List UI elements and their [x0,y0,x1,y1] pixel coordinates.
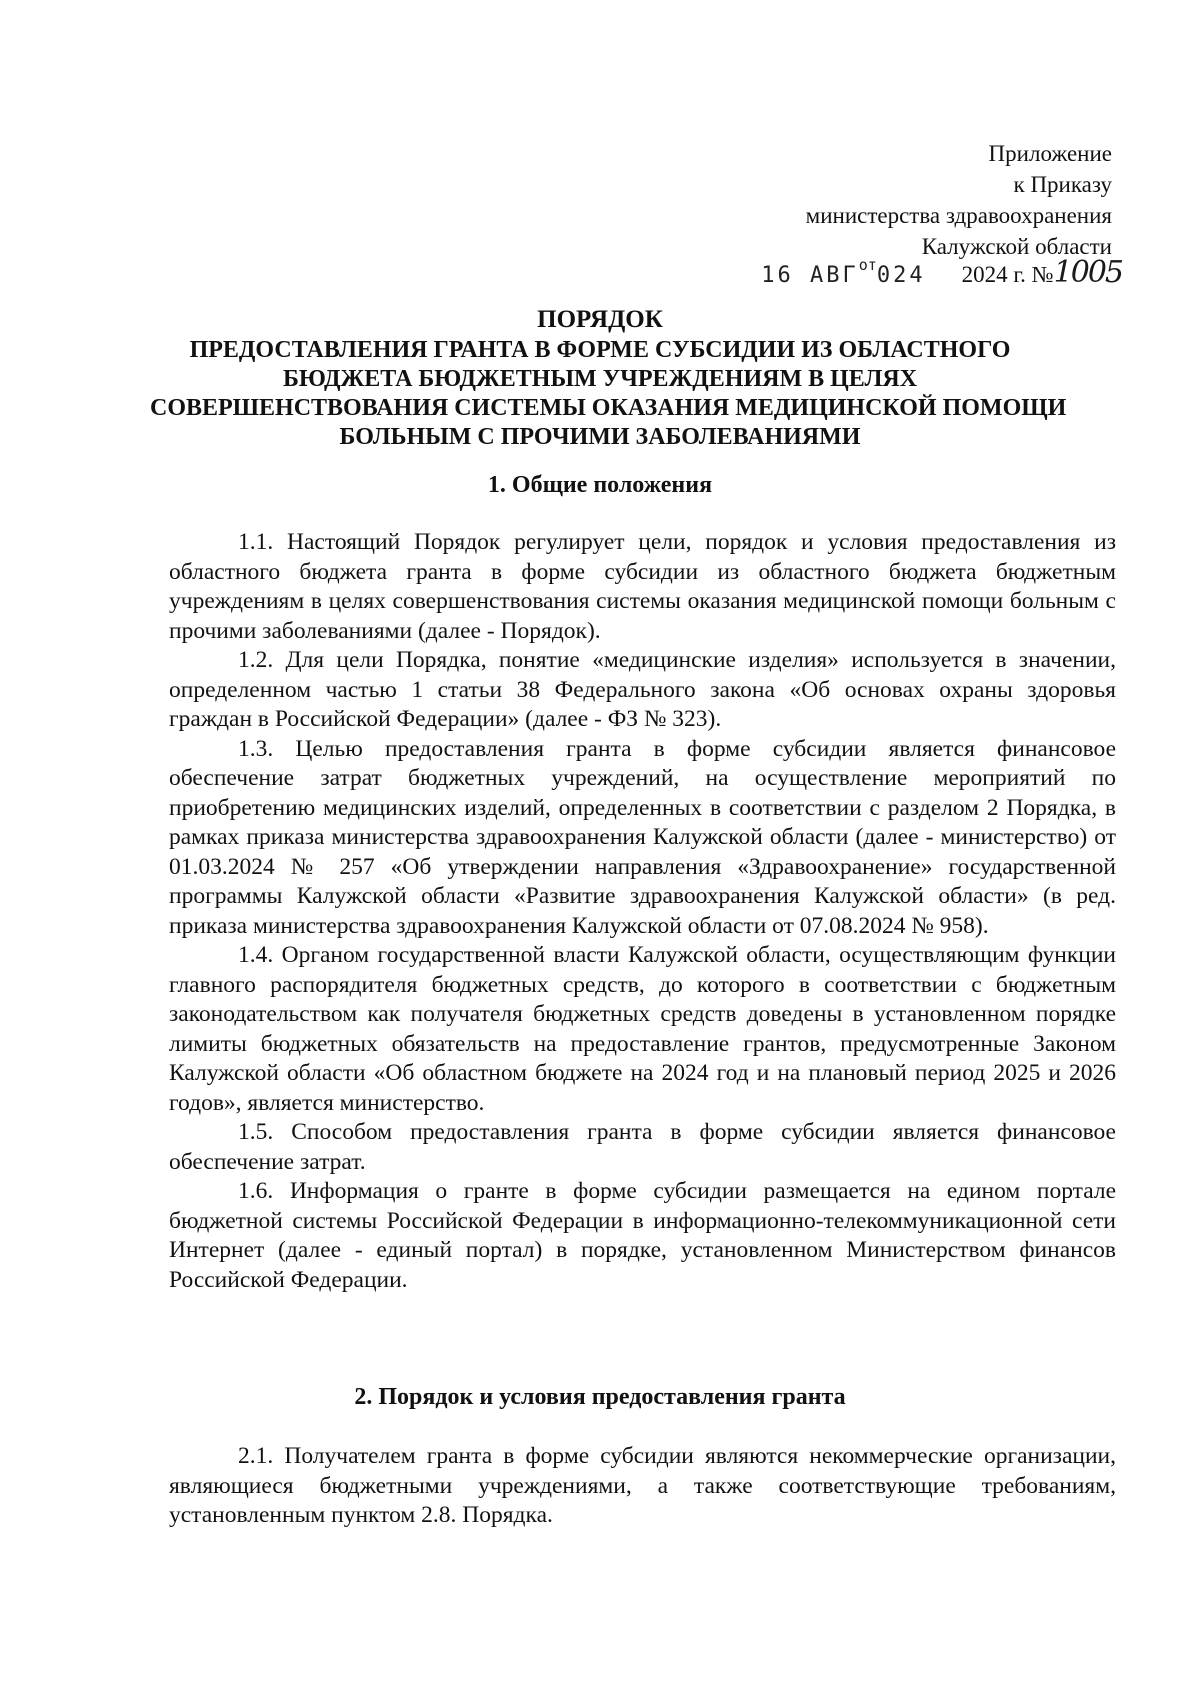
section-heading-2: 2. Порядок и условия предоставления гранта [354,1384,846,1410]
document-title [150,305,1067,452]
section-body-1 [169,528,1116,1295]
paragraph: 1.2. Для цели Порядка, понятие «медицинские изделия» используется в значении, определенном частью 1 статьи 38 Федерального закона «Об основах охраны здоровья граждан в Российской Федерации» (далее - ФЗ № 323). [169,647,1116,732]
stamp-date: 16 АВГ [761,263,859,288]
section-heading-1: 1. Общие положения [487,472,713,498]
appendix-line: Калужской области [921,234,1112,259]
title-line: БОЛЬНЫМ С ПРОЧИМИ ЗАБОЛЕВАНИЯМИ [339,424,861,450]
appendix-line: министерства здравоохранения [805,203,1112,228]
stamp-ot: от [858,256,877,274]
appendix-header [806,138,1112,262]
title-line: ПРЕДОСТАВЛЕНИЯ ГРАНТА В ФОРМЕ СУБСИДИИ ИЗ ОБЛАСТНОГО [189,337,1011,363]
paragraph: 1.3. Целью предоставления гранта в форме субсидии является финансовое обеспечение затрат бюджетных учреждений, на осуществление мероприятий по приобретению медицинских изделий, определенных в соответствии с разделом 2 Порядка, в рамках приказа министерства здравоохранения Калужской области (далее - министерство) от 01.03.2024 № 257 «Об утверждении направления «Здравоохранение» государственной программы Калужской области «Развитие здравоохранения Калужской области» (в ред. приказа министерства здравоохранения Калужской области от 07.08.2024 № 958). [169,735,1116,939]
paragraph: 1.4. Органом государственной власти Калужской области, осуществляющим функции главного распорядителя бюджетных средств, до которого в соответствии с бюджетным законодательством как получателя бюджетных средств доведены в установленном порядке лимиты бюджетных обязательств на предоставление грантов, предусмотренные Законом Калужской области «Об областном бюджете на 2024 год и на плановый период 2025 и 2026 годов», является министерство. [169,942,1116,1116]
paragraph: 2.1. Получателем гранта в форме субсидии являются некоммерческие организации, являющиеся бюджетными учреждениями, а также соответствующие требованиям, установленным пунктом 2.8. Порядка. [169,1443,1116,1528]
appendix-line: к Приказу [1013,172,1112,197]
date-stamp [761,256,926,288]
stamp-year: 024 [876,263,926,288]
title-line: СОВЕРШЕНСТВОВАНИЯ СИСТЕМЫ ОКАЗАНИЯ МЕДИЦИНСКОЙ ПОМОЩИ [150,395,1067,421]
title-line: БЮДЖЕТА БЮДЖЕТНЫМ УЧРЕЖДЕНИЯМ В ЦЕЛЯХ [282,366,918,392]
title-main: ПОРЯДОК [537,306,663,333]
paragraph: 1.5. Способом предоставления гранта в форме субсидии является финансовое обеспечение затрат. [169,1119,1116,1175]
order-number: 1005 [1053,255,1122,290]
appendix-line: Приложение [988,141,1112,166]
order-date-line [761,255,1122,290]
paragraph: 1.6. Информация о гранте в форме субсидии размещается на едином портале бюджетной системы Российской Федерации в информационно-телекоммуникационной сети Интернет (далее - единый портал) в порядке, установленном Министерством финансов Российской Федерации. [169,1178,1116,1293]
order-year: 2024 г. № [961,262,1054,287]
paragraph: 1.1. Настоящий Порядок регулирует цели, порядок и условия предоставления из областного бюджета гранта в форме субсидии из областного бюджета бюджетным учреждениям в целях совершенствования системы оказания медицинской помощи больным с прочими заболеваниями (далее - Порядок). [169,529,1116,644]
section-body-2 [169,1442,1116,1531]
